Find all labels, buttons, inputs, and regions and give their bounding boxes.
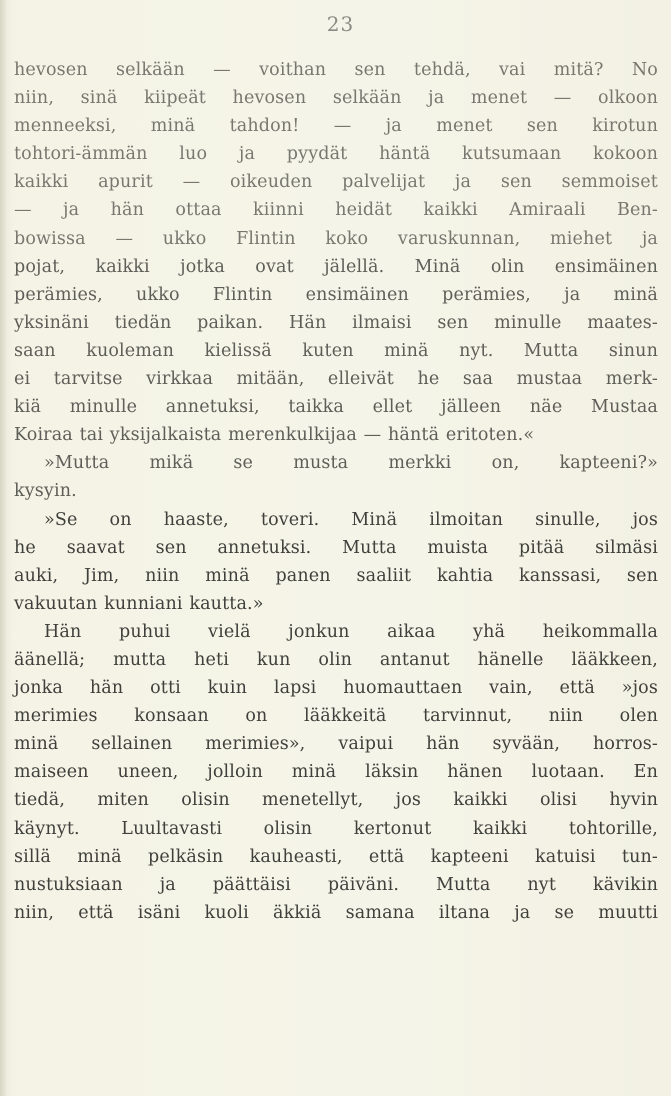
text-line: ei tarvitse virkkaa mitään, elleivät he saa mustaa merk- <box>14 369 658 390</box>
text-line: maiseen uneen, jolloin minä läksin hänen luotaan. En <box>14 762 658 783</box>
text-line: niin, että isäni kuoli äkkiä samana iltana ja se muutti <box>14 902 658 923</box>
text-line: käynyt. Luultavasti olisin kertonut kaikki tohtorille, <box>14 818 658 839</box>
text-line: merimies konsaan on lääkkeitä tarvinnut, niin olen <box>14 706 658 727</box>
text-line: hevosen selkään — voithan sen tehdä, vai mitä? No <box>14 60 658 80</box>
text-line: äänellä; mutta heti kun olin antanut hänelle lääkkeen, <box>14 649 658 670</box>
text-line: he saavat sen annetuksi. Mutta muista pitää silmäsi <box>14 537 658 558</box>
text-line: saan kuoleman kielissä kuten minä nyt. Mutta sinun <box>14 340 658 361</box>
text-line: sillä minä pelkäsin kauheasti, että kapteeni katuisi tun- <box>14 846 658 867</box>
text-line: minä sellainen merimies», vaipui hän syvään, horros- <box>14 734 658 755</box>
body-text <box>14 56 658 927</box>
text-line: menneeksi, minä tahdon! — ja menet sen kirotun <box>14 116 658 137</box>
text-line: nustuksiaan ja päättäisi päiväni. Mutta nyt kävikin <box>14 874 658 895</box>
text-line: kysyin. <box>14 481 77 502</box>
text-line: auki, Jim, niin minä panen saaliit kahtia kanssasi, sen <box>14 565 658 586</box>
text-line: vakuutan kunniani kautta.» <box>14 593 264 614</box>
text-line: »Se on haaste, toveri. Minä ilmoitan sinulle, jos <box>44 509 658 530</box>
text-line: — ja hän ottaa kiinni heidät kaikki Amiraali Ben- <box>14 200 658 221</box>
text-line: yksinäni tiedän paikan. Hän ilmaisi sen minulle maates- <box>14 312 658 333</box>
text-line: »Mutta mikä se musta merkki on, kapteeni?» <box>44 453 658 474</box>
text-line: kiä minulle annetuksi, taikka ellet jälleen näe Mustaa <box>14 397 658 418</box>
text-line: tohtori-ämmän luo ja pyydät häntä kutsumaan kokoon <box>14 144 658 165</box>
page-number: 23 <box>326 12 355 36</box>
text-line: niin, sinä kiipeät hevosen selkään ja menet — olkoon <box>14 88 658 109</box>
text-line: Hän puhui vielä jonkun aikaa yhä heikommalla <box>44 621 658 642</box>
page-gutter-shadow <box>0 0 7 1096</box>
text-line: pojat, kaikki jotka ovat jälellä. Minä olin ensimäinen <box>14 256 658 277</box>
text-line: bowissa — ukko Flintin koko varuskunnan, miehet ja <box>14 228 658 249</box>
text-line: kaikki apurit — oikeuden palvelijat ja sen semmoiset <box>14 172 658 193</box>
text-line: perämies, ukko Flintin ensimäinen perämies, ja minä <box>14 284 658 305</box>
text-line: tiedä, miten olisin menetellyt, jos kaikki olisi hyvin <box>14 790 658 811</box>
text-line: jonka hän otti kuin lapsi huomauttaen vain, että »jos <box>14 678 658 699</box>
text-line: Koiraa tai yksijalkaista merenkulkijaa — häntä eritoten.« <box>14 425 535 446</box>
